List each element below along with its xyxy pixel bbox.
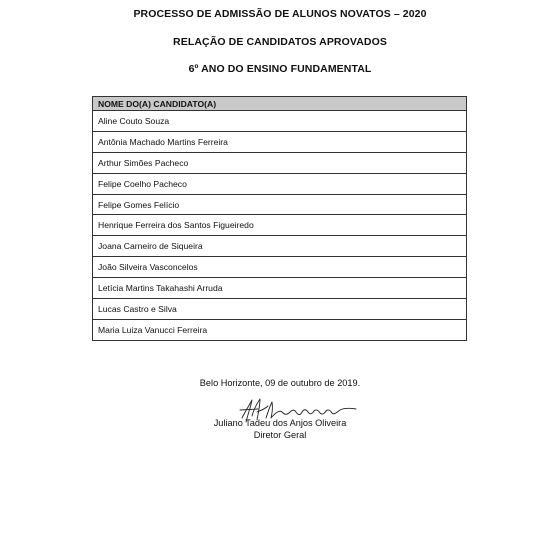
candidate-name: Lucas Castro e Silva: [93, 299, 467, 320]
candidate-name: João Silveira Vasconcelos: [93, 257, 467, 278]
column-header-candidate-name: NOME DO(A) CANDIDATO(A): [93, 97, 467, 111]
candidate-name: Letícia Martins Takahashi Arruda: [93, 278, 467, 299]
candidate-name: Antônia Machado Martins Ferreira: [93, 131, 467, 152]
candidate-name: Aline Couto Souza: [93, 111, 467, 132]
table-row: [93, 215, 467, 236]
candidate-name: Henrique Ferreira dos Santos Figueiredo: [93, 215, 467, 236]
table-row: [93, 278, 467, 299]
candidate-name: Maria Luiza Vanucci Ferreira: [93, 319, 467, 340]
candidate-name: Felipe Gomes Felício: [93, 194, 467, 215]
table-row: [93, 319, 467, 340]
table-row: [93, 194, 467, 215]
place-and-date: Belo Horizonte, 09 de outubro de 2019.: [199, 378, 361, 388]
table-row: [93, 111, 467, 132]
table-row: [93, 152, 467, 173]
table-row: [93, 173, 467, 194]
signer-role: Diretor Geral: [253, 430, 307, 440]
grade-level: 6º ANO DO ENSINO FUNDAMENTAL: [188, 63, 372, 75]
table-row: [93, 257, 467, 278]
approved-candidates-table: [92, 96, 467, 341]
candidate-name: Felipe Coelho Pacheco: [93, 173, 467, 194]
table-row: [93, 299, 467, 320]
table-row: [93, 236, 467, 257]
signer-name: Juliano Tadeu dos Anjos Oliveira: [213, 418, 347, 428]
table-header-row: [93, 97, 467, 111]
candidate-name: Arthur Simões Pacheco: [93, 152, 467, 173]
document-title: PROCESSO DE ADMISSÃO DE ALUNOS NOVATOS – 2020: [133, 8, 427, 20]
table-row: [93, 131, 467, 152]
document-subtitle: RELAÇÃO DE CANDIDATOS APROVADOS: [173, 36, 387, 48]
candidate-name: Joana Carneiro de Siqueira: [93, 236, 467, 257]
